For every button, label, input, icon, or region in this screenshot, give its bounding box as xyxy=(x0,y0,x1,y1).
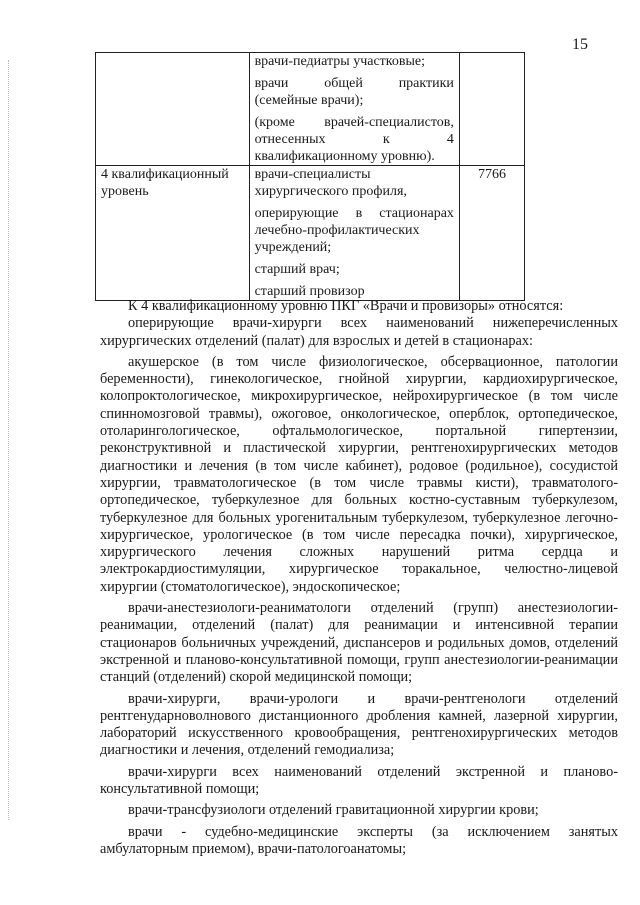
body-paragraph: оперирующие врачи-хирурги всех наименований нижеперечисленных хирургических отделений (палат) для взрослых и детей в стационарах: xyxy=(100,315,618,349)
body-paragraph: врачи-хирурги, врачи-урологи и врачи-рентгенологи отделений рентгенударноволнового дистанционного дробления камней, лазерной хирургии, лабораторий искусственного кровообращения, рентгенохирургических методов диагностики и лечения, отделений гемодиализа; xyxy=(100,690,618,759)
position-line: (кроме врачей-специалистов, отнесенных к 4 квалификационному уровню). xyxy=(254,115,454,164)
position-line: оперирующие в стационарах лечебно-профилактических учреждений; xyxy=(254,206,454,255)
position-line: старший врач; xyxy=(254,262,340,277)
body-paragraph: врачи - судебно-медицинские эксперты (за исключением занятых амбулаторным приемом), врачи-патологоанатомы; xyxy=(100,823,618,857)
body-paragraph: врачи-трансфузиологи отделений гравитационной хирургии крови; xyxy=(128,802,539,819)
intro-paragraph: К 4 квалификационному уровню ПКГ «Врачи и провизоры» относятся: xyxy=(128,298,564,314)
position-line: врачи-педиатры участковые; xyxy=(254,54,426,69)
document-body xyxy=(100,298,618,858)
page-number: 15 xyxy=(572,36,588,53)
salary-cell: 7766 xyxy=(459,166,524,301)
position-cell xyxy=(249,166,459,301)
position-line: старший провизор xyxy=(254,284,365,299)
qualification-table xyxy=(95,52,525,301)
body-paragraph: врачи-анестезиологи-реаниматологи отделений (групп) анестезиологии-реанимации, отделений (палат) для реанимации и интенсивной терапии стационаров больничных учреждений, диспансеров и родильных домов, отделений экстренной и планово-консультативной помощи, групп анестезиологии-реанимации станций (отделений) скорой медицинской помощи; xyxy=(100,600,618,686)
table-row xyxy=(96,53,525,166)
salary-cell xyxy=(459,53,524,166)
level-cell: 4 квалификационный уровень xyxy=(96,166,250,301)
position-line: врачи общей практики (семейные врачи); xyxy=(254,76,454,108)
scan-edge-marks xyxy=(8,60,11,820)
position-cell xyxy=(249,53,459,166)
level-cell xyxy=(96,53,250,166)
body-paragraph: врачи-хирурги всех наименований отделений экстренной и планово-консультативной помощи; xyxy=(100,763,618,798)
table-row xyxy=(96,166,525,301)
body-paragraph: акушерское (в том числе физиологическое, обсервационное, патологии беременности), гинекологическое, гнойной хирургии, кардиохирургическое, колопроктологическое, микрохирургическое, нейрохирургическое (в том числе спинномозговой травмы), ожоговое, онкологическое, оперблок, ортопедическое, отоларингологическое, офтальмологическое, портальной гипертензии, реконструктивной и пластической хирургии, рентгенохирургических методов диагностики и лечения (в том числе кабинет), родовое (родильное), сосудистой хирургии, травматологическое (в том числе травмы кисти), травматолого-ортопедическое, туберкулезное для больных костно-суставным туберкулезом, туберкулезное для больных урогенитальным туберкулезом, туберкулезное легочно-хирургическое, урологическое (в том числе пересадка почки), хирургическое, хирургического лечения сложных нарушений ритма сердца и электрокардиостимуляции, хирургическое торакальное, челюстно-лицевой хирургии (стоматологическое), эндоскопическое; xyxy=(100,353,618,595)
position-line: врачи-специалисты хирургического профиля, xyxy=(254,167,407,199)
